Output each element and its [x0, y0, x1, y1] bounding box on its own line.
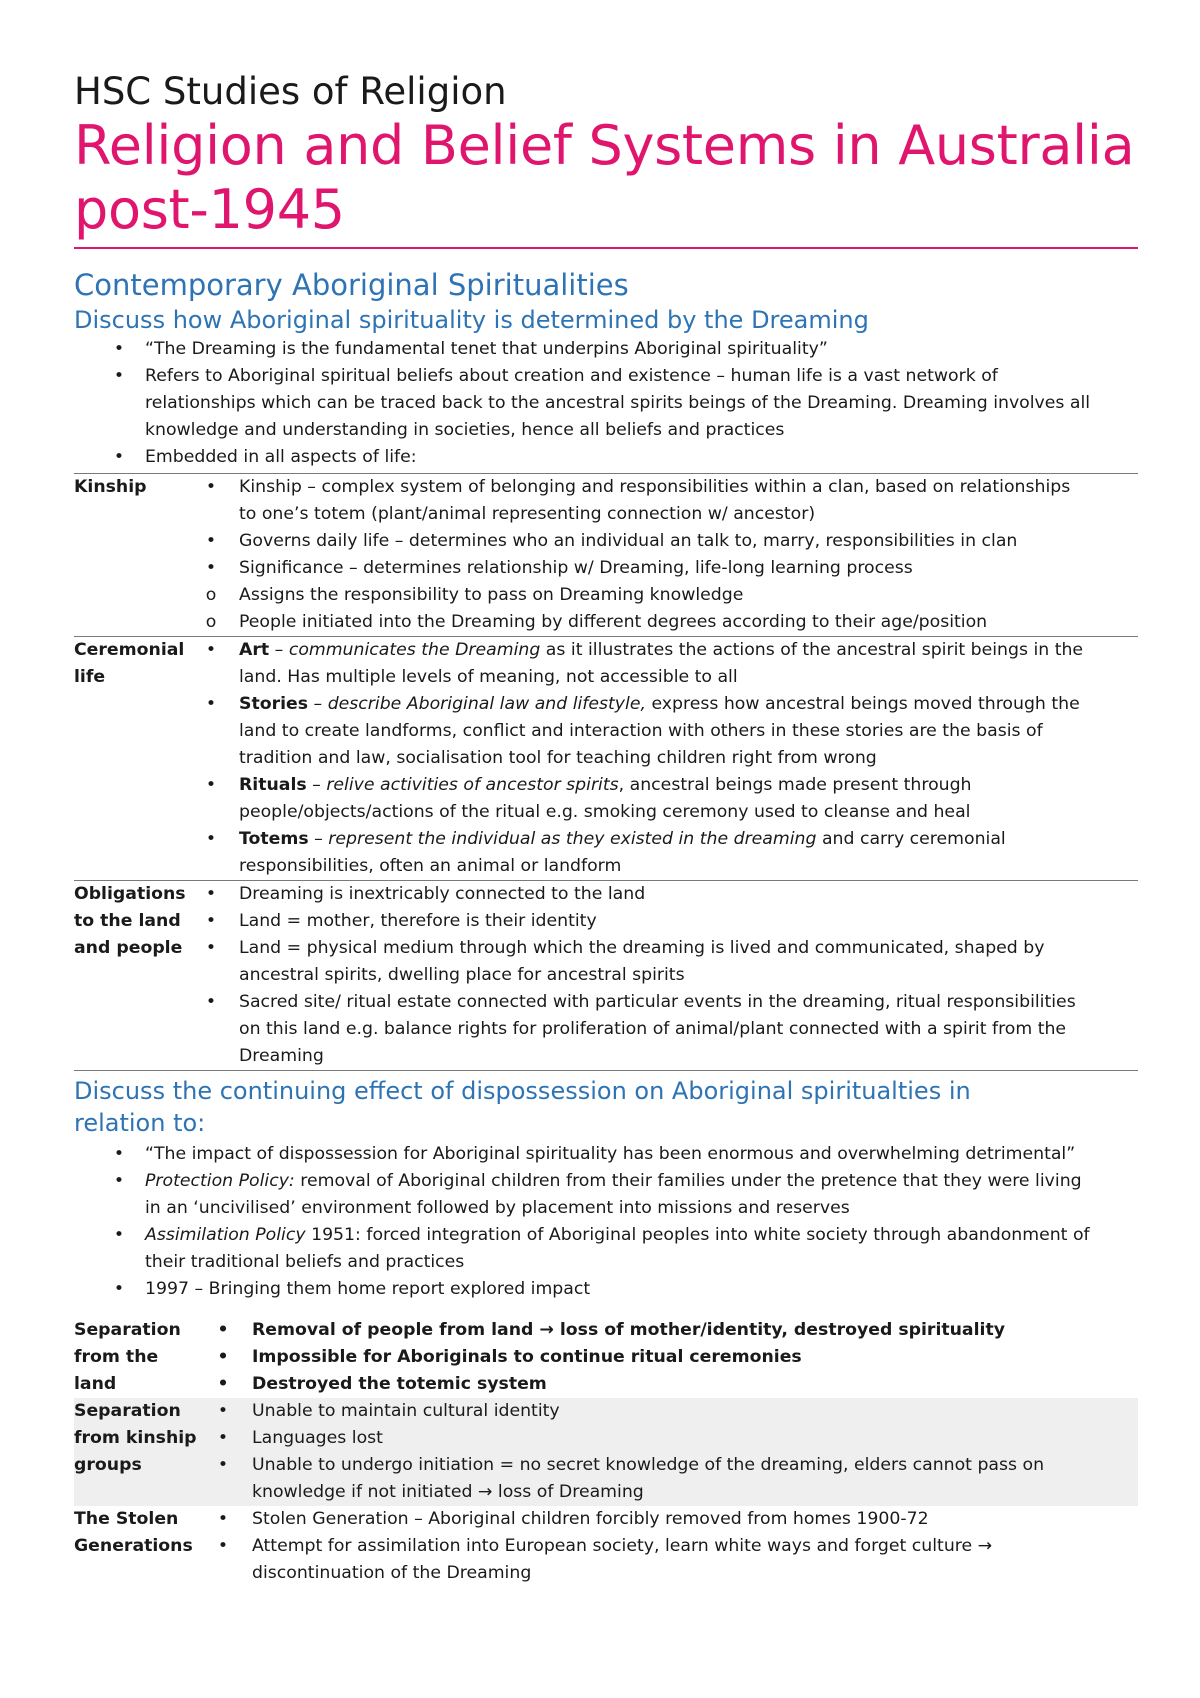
bullet-icon: • [205, 640, 217, 660]
bullet-icon: • [217, 1347, 229, 1367]
bullet-icon: • [205, 477, 217, 497]
dispossession-effects-table [74, 1317, 1138, 1587]
list-item: • Stolen Generation – Aboriginal children forcibly removed from homes 1900-72 [214, 1506, 1138, 1533]
subheading-dreaming: Discuss how Aboriginal spirituality is determined by the Dreaming [74, 306, 869, 334]
table-row-ceremonial-life [74, 637, 1138, 881]
list-item: • Land = physical medium through which the dreaming is lived and communicated, shaped by ancestral spirits, dwelling place for ancestral spirits [202, 935, 1138, 989]
list-item: • 1997 – Bringing them home report explored impact [74, 1276, 1138, 1303]
row-label: Separation from the land [74, 1320, 181, 1394]
bullet-icon: • [205, 775, 217, 795]
list-item: • “The Dreaming is the fundamental tenet that underpins Aboriginal spirituality” [74, 336, 1138, 363]
row-label: Ceremonial life [74, 637, 202, 881]
list-item: • Kinship – complex system of belonging and responsibilities within a clan, based on relationships to one’s totem (plant/animal representing connection w/ ancestor) [202, 474, 1138, 528]
bullet-icon: • [205, 829, 217, 849]
list-item: • Unable to undergo initiation = no secret knowledge of the dreaming, elders cannot pass on knowledge if not initiated → loss of Dreaming [214, 1452, 1138, 1506]
table-row-separation-kinship [74, 1398, 1138, 1506]
table-row-obligations [74, 881, 1138, 1071]
list-item: • Rituals – relive activities of ancestor spirits, ancestral beings made present through people/objects/actions of the ritual e.g. smoking ceremony used to cleanse and heal [202, 772, 1138, 826]
row-label: Separation from kinship groups [74, 1398, 214, 1506]
list-item: • Unable to maintain cultural identity [214, 1398, 1138, 1425]
list-item: • Removal of people from land → loss of mother/identity, destroyed spirituality [214, 1317, 1138, 1344]
dispossession-bullet-list [74, 1141, 1138, 1303]
bullet-icon: • [205, 992, 217, 1012]
dreaming-aspects-table [74, 473, 1138, 1071]
unit-title-line-2: post-1945 [74, 178, 345, 241]
bullet-icon: • [217, 1536, 229, 1556]
section-heading-aboriginal-spiritualities: Contemporary Aboriginal Spiritualities [74, 268, 629, 302]
list-item: • Land = mother, therefore is their identity [202, 908, 1138, 935]
table-row-kinship [74, 474, 1138, 637]
bullet-icon: • [205, 694, 217, 714]
row-label: Kinship [74, 474, 202, 637]
course-title: HSC Studies of Religion [74, 70, 507, 113]
bullet-icon: • [113, 339, 125, 359]
table-row-separation-land [74, 1317, 1138, 1398]
list-item: • Refers to Aboriginal spiritual beliefs about creation and existence – human life is a vast network of relationships which can be traced back to the ancestral spirits beings of the Dreaming. Dreaming involves all knowledge and understanding in societies, hence all beliefs and practices [74, 363, 1138, 444]
list-item: • Assimilation Policy 1951: forced integration of Aboriginal peoples into white society through abandonment of their traditional beliefs and practices [74, 1222, 1138, 1276]
bullet-icon: • [217, 1428, 229, 1448]
subheading-dispossession: Discuss the continuing effect of dispossession on Aboriginal spiritualties in relation to: [74, 1077, 971, 1137]
unit-title-line-1: Religion and Belief Systems in Australia [74, 114, 1135, 177]
bullet-icon: • [217, 1509, 229, 1529]
dreaming-bullet-list [74, 336, 1138, 471]
list-item: • Dreaming is inextricably connected to the land [202, 881, 1138, 908]
title-divider [74, 247, 1138, 249]
list-item: • Impossible for Aboriginals to continue ritual ceremonies [214, 1344, 1138, 1371]
list-item: • Governs daily life – determines who an individual an talk to, marry, responsibilities in clan [202, 528, 1138, 555]
bullet-icon: • [205, 531, 217, 551]
bullet-icon: • [217, 1374, 229, 1394]
bullet-icon: • [113, 366, 125, 386]
list-item: • Art – communicates the Dreaming as it illustrates the actions of the ancestral spirit beings in the land. Has multiple levels of meaning, not accessible to all [202, 637, 1138, 691]
list-item: • Languages lost [214, 1425, 1138, 1452]
list-item: • Sacred site/ ritual estate connected with particular events in the dreaming, ritual responsibilities on this land e.g. balance rights for proliferation of animal/plant connected with a spirit from the Dreaming [202, 989, 1138, 1070]
row-label: The Stolen Generations [74, 1509, 193, 1556]
document-page [74, 70, 1138, 1587]
bullet-icon: • [205, 558, 217, 578]
table-row-stolen-generations [74, 1506, 1138, 1587]
bullet-icon: • [205, 911, 217, 931]
bullet-icon: • [113, 1144, 125, 1164]
list-item: o Assigns the responsibility to pass on Dreaming knowledge [202, 582, 1138, 609]
list-item: • Destroyed the totemic system [214, 1371, 1138, 1398]
sub-bullet-icon: o [205, 612, 217, 632]
list-item: • Embedded in all aspects of life: [74, 444, 1138, 471]
list-item: o People initiated into the Dreaming by different degrees according to their age/position [202, 609, 1138, 636]
row-label: Obligations to the land and people [74, 881, 202, 1071]
bullet-icon: • [205, 884, 217, 904]
list-item: • Attempt for assimilation into European society, learn white ways and forget culture → discontinuation of the Dreaming [214, 1533, 1138, 1587]
bullet-icon: • [217, 1320, 229, 1340]
bullet-icon: • [113, 1171, 125, 1191]
bullet-icon: • [217, 1401, 229, 1421]
list-item: • Significance – determines relationship w/ Dreaming, life-long learning process [202, 555, 1138, 582]
sub-bullet-icon: o [205, 585, 217, 605]
bullet-icon: • [113, 1225, 125, 1245]
list-item: • Protection Policy: removal of Aboriginal children from their families under the pretence that they were living in an ‘uncivilised’ environment followed by placement into missions and reserves [74, 1168, 1138, 1222]
list-item: • Stories – describe Aboriginal law and lifestyle, express how ancestral beings moved through the land to create landforms, conflict and interaction with others in these stories are the basis of tradition and law, socialisation tool for teaching children right from wrong [202, 691, 1138, 772]
bullet-icon: • [113, 1279, 125, 1299]
list-item: • Totems – represent the individual as they existed in the dreaming and carry ceremonial responsibilities, often an animal or landform [202, 826, 1138, 880]
bullet-icon: • [205, 938, 217, 958]
list-item: • “The impact of dispossession for Aboriginal spirituality has been enormous and overwhelming detrimental” [74, 1141, 1138, 1168]
bullet-icon: • [217, 1455, 229, 1475]
bullet-icon: • [113, 447, 125, 467]
